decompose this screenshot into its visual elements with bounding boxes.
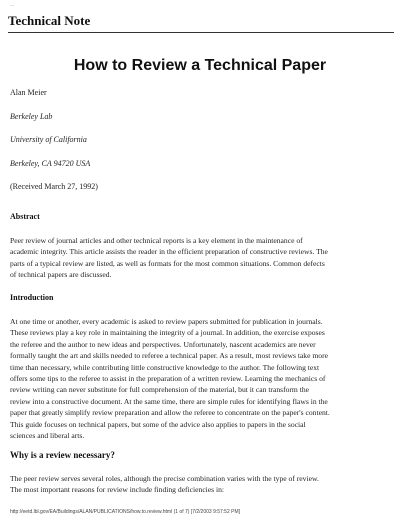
author-institution: University of California — [10, 135, 87, 144]
section-header: Technical Note — [8, 13, 91, 28]
abstract-heading: Abstract — [10, 212, 40, 221]
header-divider — [8, 32, 394, 33]
top-label: ... — [10, 2, 15, 8]
introduction-line: At one time or another, every academic is asked to review papers submitted for publication in journals. — [10, 317, 323, 326]
introduction-line: review into a constructive document. At the same time, there are simple rules for identifying flaws in the — [10, 396, 328, 406]
abstract-line: academic integrity. This article assists the reader in the efficient preparation of constructive reviews. The — [10, 247, 328, 257]
introduction-line: These reviews play a key role in maintaining the integrity of a journal. In addition, the exercise exposes — [10, 328, 325, 338]
introduction-heading: Introduction — [10, 293, 54, 302]
why-review-line: The most important reasons for review include finding deficiencies in: — [10, 485, 225, 495]
introduction-line: offers some tips to the referee to assist in the preparation of a written review. Learning the mechanics of — [10, 374, 326, 384]
introduction-line: sciences and liberal arts. — [10, 431, 85, 441]
why-review-heading: Why is a review necessary? — [10, 450, 115, 460]
received-date: (Received March 27, 1992) — [10, 182, 98, 191]
abstract-line: parts of a typical review are listed, as well as formats for the most common situations. Common defects — [10, 258, 325, 268]
introduction-paragraph — [10, 316, 395, 441]
introduction-line: review writing can never substitute for full comprehension of the material, but it can transform the — [10, 385, 310, 395]
introduction-line: This guide focuses on technical papers, but some of the advice also applies to papers in the social — [10, 419, 306, 429]
author-address: Berkeley, CA 94720 USA — [10, 159, 91, 168]
introduction-line: paper that greatly simplify review preparation and allow the referee to concentrate on the paper's content. — [10, 408, 330, 418]
author-name: Alan Meier — [10, 88, 47, 97]
introduction-line: time than necessary, while contributing little constructive knowledge to the author. The following text — [10, 362, 320, 372]
author-affiliation: Berkeley Lab — [10, 112, 53, 121]
page-title: How to Review a Technical Paper — [73, 57, 327, 74]
why-review-paragraph — [10, 473, 395, 496]
source-url-footer: http://eetd.lbl.gov/EA/Buildings/ALAN/PUBLICATIONS/how.to.review.html (1 of 7) [7/2/2003 9:57:52 PM] — [10, 509, 241, 515]
abstract-line: of technical papers are discussed. — [10, 270, 112, 280]
abstract-paragraph — [10, 235, 395, 281]
abstract-line: Peer review of journal articles and other technical reports is a key element in the maintenance of — [10, 236, 303, 245]
why-review-line: The peer review serves several roles, although the precise combination varies with the type of review. — [10, 474, 319, 483]
introduction-line: formally taught the art and skills needed to referee a technical paper. As a result, most reviews take more — [10, 351, 328, 361]
introduction-line: the referee and the author to new ideas and perspectives. Unfortunately, nascent academics are never — [10, 339, 316, 349]
